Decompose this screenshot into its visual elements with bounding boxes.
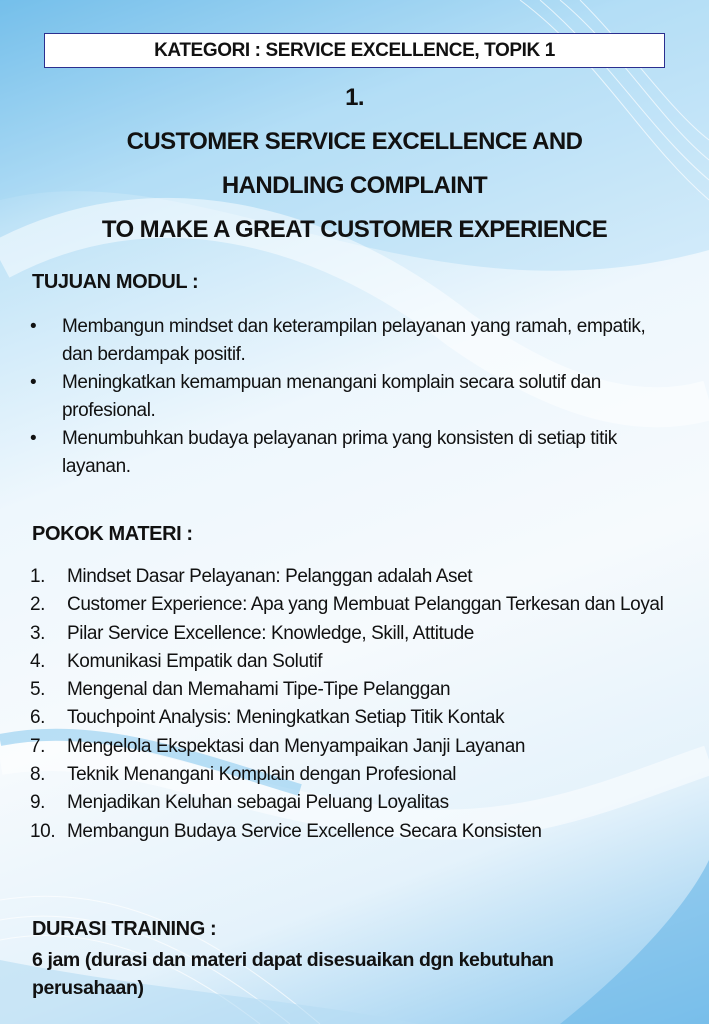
title-line-2: HANDLING COMPLAINT	[221, 172, 488, 199]
list-item	[30, 591, 670, 619]
topics-list	[30, 563, 670, 846]
title-line-3: TO MAKE A GREAT CUSTOMER EXPERIENCE	[101, 216, 608, 243]
title-line-1: CUSTOMER SERVICE EXCELLENCE AND	[126, 128, 583, 155]
objectives-list	[30, 313, 680, 481]
list-item	[30, 704, 670, 732]
topic-text: Mengelola Ekspektasi dan Menyampaikan Janji Layanan	[67, 735, 526, 757]
topic-text: Customer Experience: Apa yang Membuat Pelanggan Terkesan dan Loyal	[67, 594, 664, 616]
list-item	[30, 620, 670, 648]
item-number: 8.	[30, 764, 46, 786]
title-number: 1.	[345, 84, 364, 111]
item-number: 2.	[30, 594, 46, 616]
module-title	[0, 76, 709, 252]
topic-text: Touchpoint Analysis: Meningkatkan Setiap Titik Kontak	[67, 707, 505, 729]
list-item	[30, 369, 680, 425]
category-box: KATEGORI : SERVICE EXCELLENCE, TOPIK 1	[44, 33, 665, 68]
duration-text: 6 jam (durasi dan materi dapat disesuaikan dgn kebutuhan perusahaan)	[32, 949, 554, 999]
bullet-icon: •	[30, 316, 37, 337]
list-item	[30, 313, 680, 369]
list-item	[30, 789, 670, 817]
topic-text: Komunikasi Empatik dan Solutif	[67, 650, 323, 672]
objectives-heading: TUJUAN MODUL :	[32, 271, 199, 293]
topic-text: Menjadikan Keluhan sebagai Peluang Loyalitas	[67, 792, 449, 814]
item-number: 4.	[30, 650, 46, 672]
item-number: 6.	[30, 707, 46, 729]
objective-text: Menumbuhkan budaya pelayanan prima yang konsisten di setiap titik layanan.	[62, 428, 617, 477]
item-number: 7.	[30, 735, 46, 757]
list-item	[30, 761, 670, 789]
topic-text: Mindset Dasar Pelayanan: Pelanggan adalah Aset	[67, 566, 473, 587]
item-number: 1.	[30, 566, 46, 587]
duration-heading: DURASI TRAINING :	[32, 918, 217, 940]
item-number: 10.	[30, 820, 56, 842]
list-item	[30, 733, 670, 761]
topic-text: Teknik Menangani Komplain dengan Profesional	[67, 764, 457, 786]
list-item	[30, 676, 670, 704]
list-item	[30, 648, 670, 676]
objective-text: Membangun mindset dan keterampilan pelayanan yang ramah, empatik, dan berdampak positif.	[62, 316, 646, 365]
item-number: 5.	[30, 679, 46, 701]
topic-text: Pilar Service Excellence: Knowledge, Skill, Attitude	[67, 622, 474, 644]
list-item	[30, 818, 670, 846]
topic-text: Mengenal dan Memahami Tipe-Tipe Pelanggan	[67, 679, 451, 701]
bullet-icon: •	[30, 372, 37, 393]
topics-heading: POKOK MATERI :	[32, 523, 193, 545]
item-number: 3.	[30, 622, 46, 644]
list-item	[30, 425, 680, 481]
list-item	[30, 563, 670, 591]
objective-text: Meningkatkan kemampuan menangani komplain secara solutif dan profesional.	[62, 372, 601, 421]
topic-text: Membangun Budaya Service Excellence Secara Konsisten	[67, 820, 542, 842]
item-number: 9.	[30, 792, 46, 814]
bullet-icon: •	[30, 428, 37, 449]
